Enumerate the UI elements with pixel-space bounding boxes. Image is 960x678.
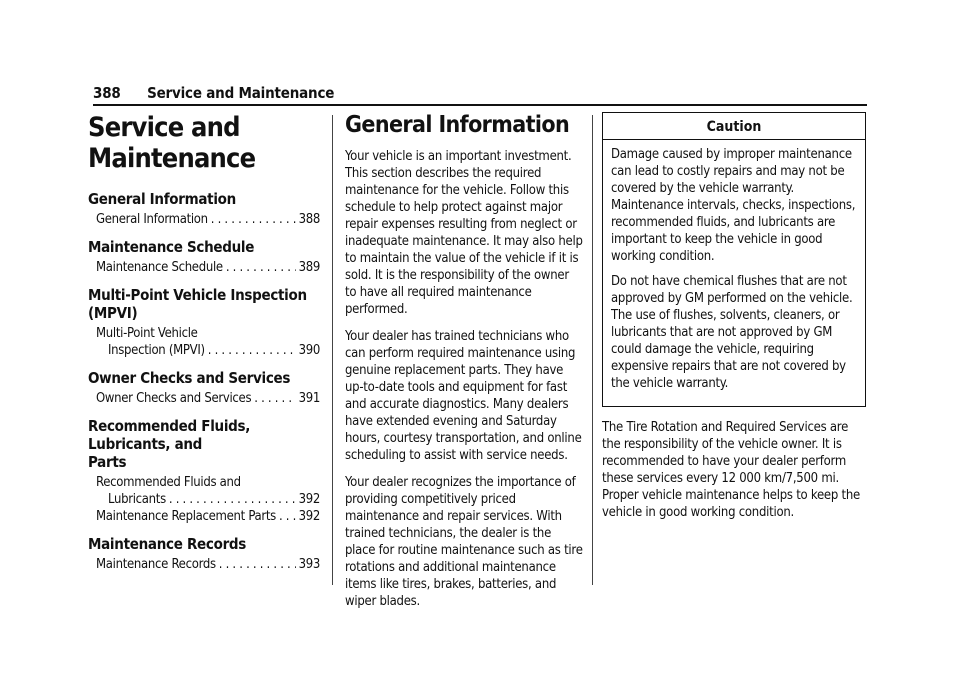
toc-entry[interactable] (88, 556, 320, 573)
running-section-title: Service and Maintenance (147, 84, 335, 102)
toc-entry-page: 389 (298, 260, 320, 275)
toc-heading (88, 417, 320, 471)
toc-entry-line1[interactable]: Recommended Fluids and (96, 475, 241, 490)
leader-dots (226, 259, 296, 276)
toc-entry[interactable] (88, 491, 320, 508)
general-information-section (345, 112, 583, 620)
toc-entry-page: 390 (298, 343, 320, 358)
leader-dots (208, 342, 296, 359)
chapter-title: Service and Maintenance (88, 112, 256, 174)
toc-entry-page: 391 (298, 391, 320, 406)
body-paragraph: Your dealer has trained technicians who can perform required maintenance using genuine replacement parts. They have up-to-date tools and equipment for fast and accurate diagnostics. Many dealers have extended evening and Saturday hours, courtesy transportation, and online scheduling to assist with service needs. (345, 329, 582, 463)
body-paragraph: The Tire Rotation and Required Services are the responsibility of the vehicle owner. It is recommended to have your dealer perform these services every 12 000 km/7,500 mi. Proper vehicle maintenance helps to keep the vehicle in good working condition. (602, 420, 860, 520)
toc-entry-label: General Information (96, 212, 208, 227)
toc-entry-label: Inspection (MPVI) (108, 343, 205, 358)
toc-entry-label: Maintenance Schedule (96, 260, 223, 275)
toc-heading: Owner Checks and Services (88, 369, 291, 387)
toc-entry-page: 392 (298, 509, 320, 524)
toc-entry[interactable] (88, 211, 320, 228)
caution-box (602, 112, 866, 407)
leader-dots (279, 508, 296, 525)
toc-entry[interactable] (88, 390, 320, 407)
section-title: General Information (345, 112, 570, 138)
toc-heading: General Information (88, 190, 236, 208)
toc-entry[interactable] (88, 342, 320, 359)
body-paragraph: Your vehicle is an important investment. This section describes the required maintenance for the vehicle. Follow this schedule to help protect against major repair expenses resulting from neglect or inadequate maintenance. It may also help to maintain the value of the vehicle if it is sold. It is the responsibility of the owner to have all required maintenance performed. (345, 149, 583, 317)
toc-entry-label: Maintenance Replacement Parts (96, 509, 276, 524)
toc-heading: Maintenance Records (88, 535, 247, 553)
body-paragraph: Your dealer recognizes the importance of providing competitively priced maintenance and repair services. With trained technicians, the dealer is the place for routine maintenance such as tire rotations and additional maintenance items like tires, brakes, batteries, and wiper blades. (345, 475, 583, 609)
toc-heading: Multi-Point Vehicle Inspection (MPVI) (88, 286, 307, 322)
toc-entry-page: 392 (298, 492, 320, 507)
toc-entry-label: Maintenance Records (96, 557, 216, 572)
column-divider-left (332, 115, 333, 585)
page-number: 388 (93, 84, 121, 102)
toc-entry[interactable] (88, 259, 320, 276)
toc-entry-page: 393 (298, 557, 320, 572)
right-column (602, 112, 866, 531)
toc-entry-line1[interactable]: Multi-Point Vehicle (96, 326, 198, 341)
toc-entry-page: 388 (298, 212, 320, 227)
caution-paragraph: Do not have chemical flushes that are not approved by GM performed on the vehicle. The use of flushes, solvents, cleaners, or lubricants that are not approved by GM could damage the vehicle, requiring expensive repairs that are not covered by the vehicle warranty. (611, 274, 853, 391)
table-of-contents (88, 112, 320, 573)
toc-heading-line1: Recommended Fluids, Lubricants, and (88, 417, 251, 453)
toc-entry[interactable] (88, 508, 320, 525)
leader-dots (211, 211, 296, 228)
column-divider-right (592, 115, 593, 585)
leader-dots (169, 491, 296, 508)
leader-dots (219, 556, 296, 573)
leader-dots (254, 390, 295, 407)
header-rule (93, 104, 867, 106)
toc-heading: Maintenance Schedule (88, 238, 255, 256)
toc-entry-label: Lubricants (108, 492, 166, 507)
toc-entry-label: Owner Checks and Services (96, 391, 252, 406)
caution-paragraph: Damage caused by improper maintenance can lead to costly repairs and may not be covered by the vehicle warranty. Maintenance intervals, checks, inspections, recommended fluids, and lubricants are important to keep the vehicle in good working condition. (611, 147, 856, 264)
caution-title: Caution (603, 113, 865, 140)
toc-heading-line2: Parts (88, 453, 127, 471)
page-header (93, 84, 334, 102)
